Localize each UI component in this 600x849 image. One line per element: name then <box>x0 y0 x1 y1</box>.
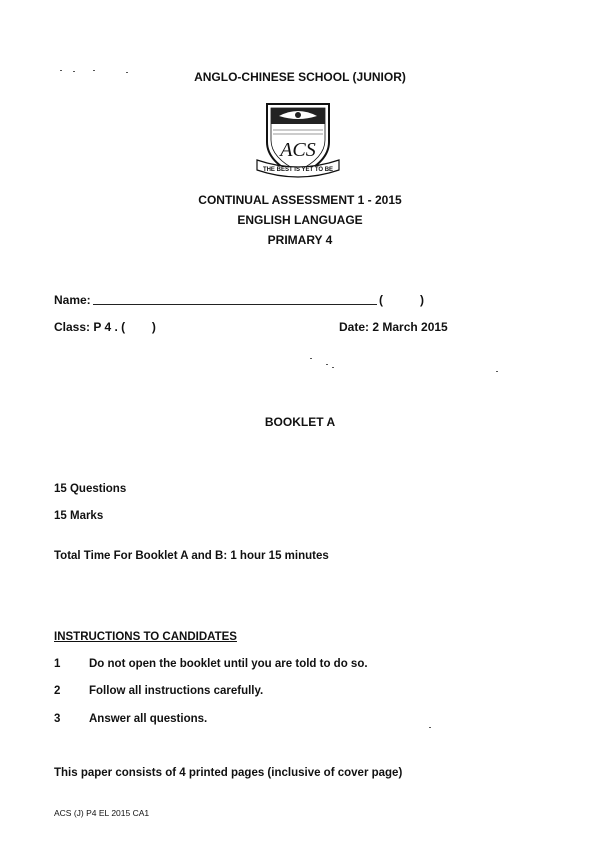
page-count-note: This paper consists of 4 printed pages (inclusive of cover page) <box>54 767 403 779</box>
booklet-title: BOOKLET A <box>264 415 336 429</box>
subject-title: ENGLISH LANGUAGE <box>237 213 363 227</box>
scan-speck <box>310 358 312 359</box>
level-title: PRIMARY 4 <box>267 233 333 247</box>
class-label: Class: P 4 . ( ) <box>54 320 156 334</box>
scan-speck <box>496 371 498 372</box>
instruction-text: Follow all instructions carefully. <box>89 685 264 697</box>
date-label: Date: 2 March 2015 <box>339 320 448 334</box>
scan-speck <box>429 727 431 728</box>
name-index-close: ) <box>420 293 424 307</box>
paper-code: ACS (J) P4 EL 2015 CA1 <box>54 808 150 818</box>
svg-text:ACS: ACS <box>280 139 316 161</box>
total-time: Total Time For Booklet A and B: 1 hour 15 minutes <box>54 550 329 562</box>
instruction-text: Do not open the booklet until you are told to do so. <box>89 658 368 670</box>
name-index-open: ( <box>379 293 383 307</box>
school-crest-logo <box>255 100 341 180</box>
name-label: Name: <box>54 293 91 307</box>
school-name: ANGLO-CHINESE SCHOOL (JUNIOR) <box>194 70 406 84</box>
question-count: 15 Questions <box>54 483 127 495</box>
assessment-title: CONTINUAL ASSESSMENT 1 - 2015 <box>198 193 402 207</box>
scan-speck <box>326 364 328 365</box>
crest-motto: THE BEST IS YET TO BE <box>262 167 334 173</box>
mark-count: 15 Marks <box>54 510 104 522</box>
name-field-line[interactable] <box>93 304 377 305</box>
instruction-number: 1 <box>54 658 61 670</box>
instruction-text: Answer all questions. <box>89 713 208 725</box>
instructions-heading: INSTRUCTIONS TO CANDIDATES <box>54 631 237 643</box>
instruction-number: 2 <box>54 685 61 697</box>
instruction-number: 3 <box>54 713 61 725</box>
scan-speck <box>332 367 334 368</box>
